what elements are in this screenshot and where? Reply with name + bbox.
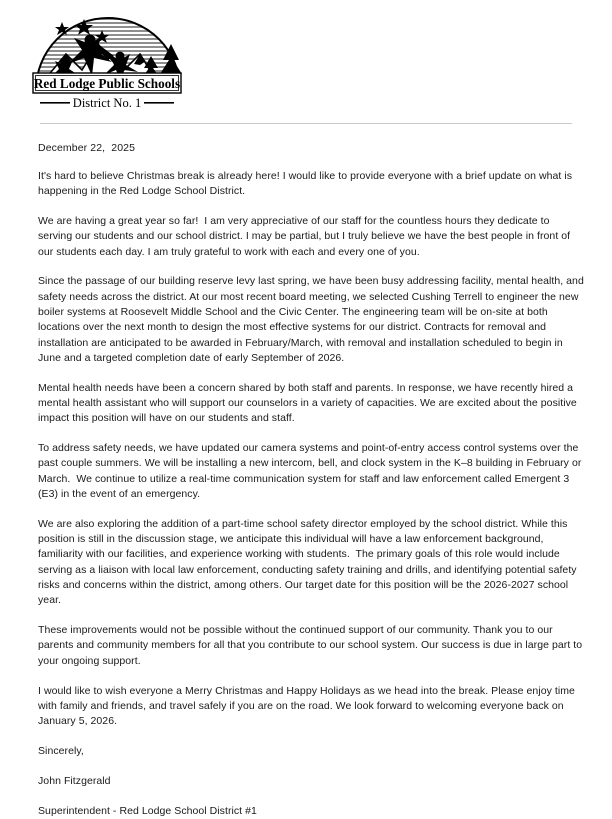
- letter-paragraph: Mental health needs have been a concern shared by both staff and parents. In response, we have recently hired a mental health assistant who will support our counselors in a variety of capacities. We are excited about the positive impact this position will have on our students and staff.: [38, 381, 580, 425]
- letter-paragraph: We are also exploring the addition of a part-time school safety director employed by the school district. While this position is still in the discussion stage, we anticipate this individual will have a law enforcement background, familiarity with our facilities, and experience working with students. The primary goals of this role would include serving as a liaison with local law enforcement, conducting safety training and drills, and identifying potential safety risks and concerns within the district, among others. Our target date for this position will be the 2026-2027 school year.: [38, 517, 580, 607]
- district-rule-left: [40, 102, 70, 104]
- letter-paragraph: It's hard to believe Christmas break is already here! I would like to provide everyone with a brief update on what is happening in the Red Lodge School District.: [38, 170, 575, 198]
- logo-district-text: District No. 1: [72, 96, 142, 110]
- school-district-logo: [22, 10, 194, 116]
- header-divider: [40, 123, 572, 124]
- letter-paragraph: We are having a great year so far! I am very appreciative of our staff for the countless hours they dedicate to serving our students and our school district. I may be partial, but I truly believe we have the best people in front of our students each day. I am truly grateful to work with each and every one of you.: [38, 215, 574, 258]
- signer-title: Superintendent - Red Lodge School District #1: [38, 804, 257, 817]
- logo-banner-text: Red Lodge Public Schools: [33, 76, 181, 91]
- logo-artwork: [22, 10, 194, 116]
- letter-date: December 22, 2025: [38, 142, 136, 154]
- letter-paragraph: I would like to wish everyone a Merry Christmas and Happy Holidays as we head into the break. Please enjoy time with family and friends, and travel safely if you are on the road. We look forward to welcoming everyone back on January 5, 2026.: [38, 684, 578, 728]
- letter-paragraph: These improvements would not be possible without the continued support of our community. Thank you to our parents and community members for all that you contribute to our school system. Our success is due in large part to your ongoing support.: [38, 624, 586, 667]
- letter-body: [38, 141, 587, 819]
- letterhead: [0, 0, 612, 124]
- letter-closing: Sincerely,: [38, 744, 84, 757]
- letter-paragraph: Since the passage of our building reserve levy last spring, we have been busy addressing facility, mental health, and safety needs across the district. At our most recent board meeting, we selected Cushing Terrell to engineer the new boiler systems at Roosevelt Middle School and the Civic Center. The engineering team will be on-site at both locations over the next month to design the most effective systems for our district. Contracts for removal and installation are anticipated to be awarded in February/March, with removal and installation scheduled to begin in June and a targeted completion date of early September of 2026.: [38, 275, 587, 364]
- district-rule-right: [144, 102, 174, 104]
- signer-name: John Fitzgerald: [38, 774, 111, 787]
- signature-block: [38, 744, 584, 819]
- letter-paragraph: To address safety needs, we have updated our camera systems and point-of-entry access control systems over the past couple summers. We will be installing a new intercom, bell, and clock system in the K–8 building in February or March. We continue to utilize a real-time communication system for staff and law enforcement called Emergent 3 (E3) in the event of an emergency.: [38, 442, 585, 501]
